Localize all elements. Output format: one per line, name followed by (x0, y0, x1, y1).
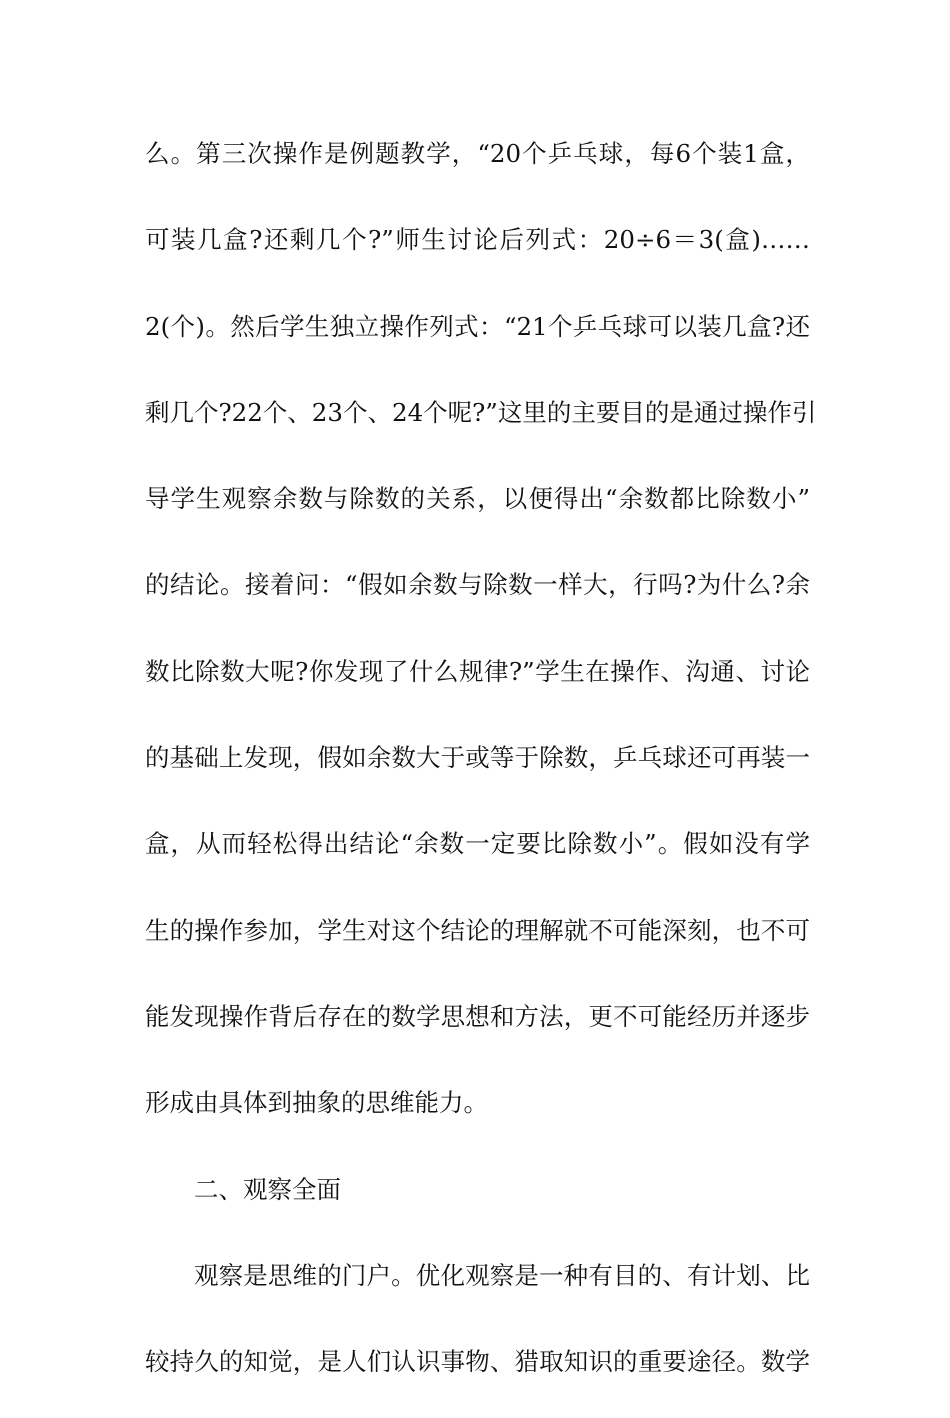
paragraph-line: 么。第三次操作是例题教学，“20个乒乓球，每6个装1盒， (145, 139, 810, 168)
section-paragraph-line: 较持久的知觉，是人们认识事物、猎取知识的重要途径。数学 (145, 1347, 810, 1377)
paragraph-line: 的结论。接着问：“假如余数与除数一样大，行吗?为什么?余 (145, 570, 810, 600)
paragraph-line: 的基础上发现，假如余数大于或等于除数，乒乓球还可再装一 (145, 743, 810, 773)
paragraph-line: 生的操作参加，学生对这个结论的理解就不可能深刻，也不可 (145, 915, 810, 945)
document-body (145, 124, 817, 1418)
paragraph-line: 剩几个?22个、23个、24个呢?”这里的主要目的是通过操作引 (145, 397, 817, 427)
section-paragraph-line: 观察是思维的门户。优化观察是一种有目的、有计划、比 (194, 1260, 810, 1290)
paragraph-line: 能发现操作背后存在的数学思想和方法，更不可能经历并逐步 (145, 1001, 810, 1031)
paragraph-line: 盒，从而轻松得出结论“余数一定要比除数小”。假如没有学 (145, 829, 810, 859)
paragraph-line: 导学生观察余数与除数的关系，以便得出“余数都比除数小” (145, 484, 810, 514)
paragraph-line: 数比除数大呢?你发现了什么规律?”学生在操作、沟通、讨论 (145, 656, 810, 686)
section-heading: 二、观察全面 (194, 1174, 341, 1204)
paragraph-last-line: 形成由具体到抽象的思维能力。 (145, 1088, 488, 1118)
paragraph-line: 2(个)。然后学生独立操作列式：“21个乒乓球可以装几盒?还 (145, 311, 810, 341)
paragraph-line: 可装几盒?还剩几个?”师生讨论后列式：20÷6＝3(盒)…… (145, 225, 810, 255)
